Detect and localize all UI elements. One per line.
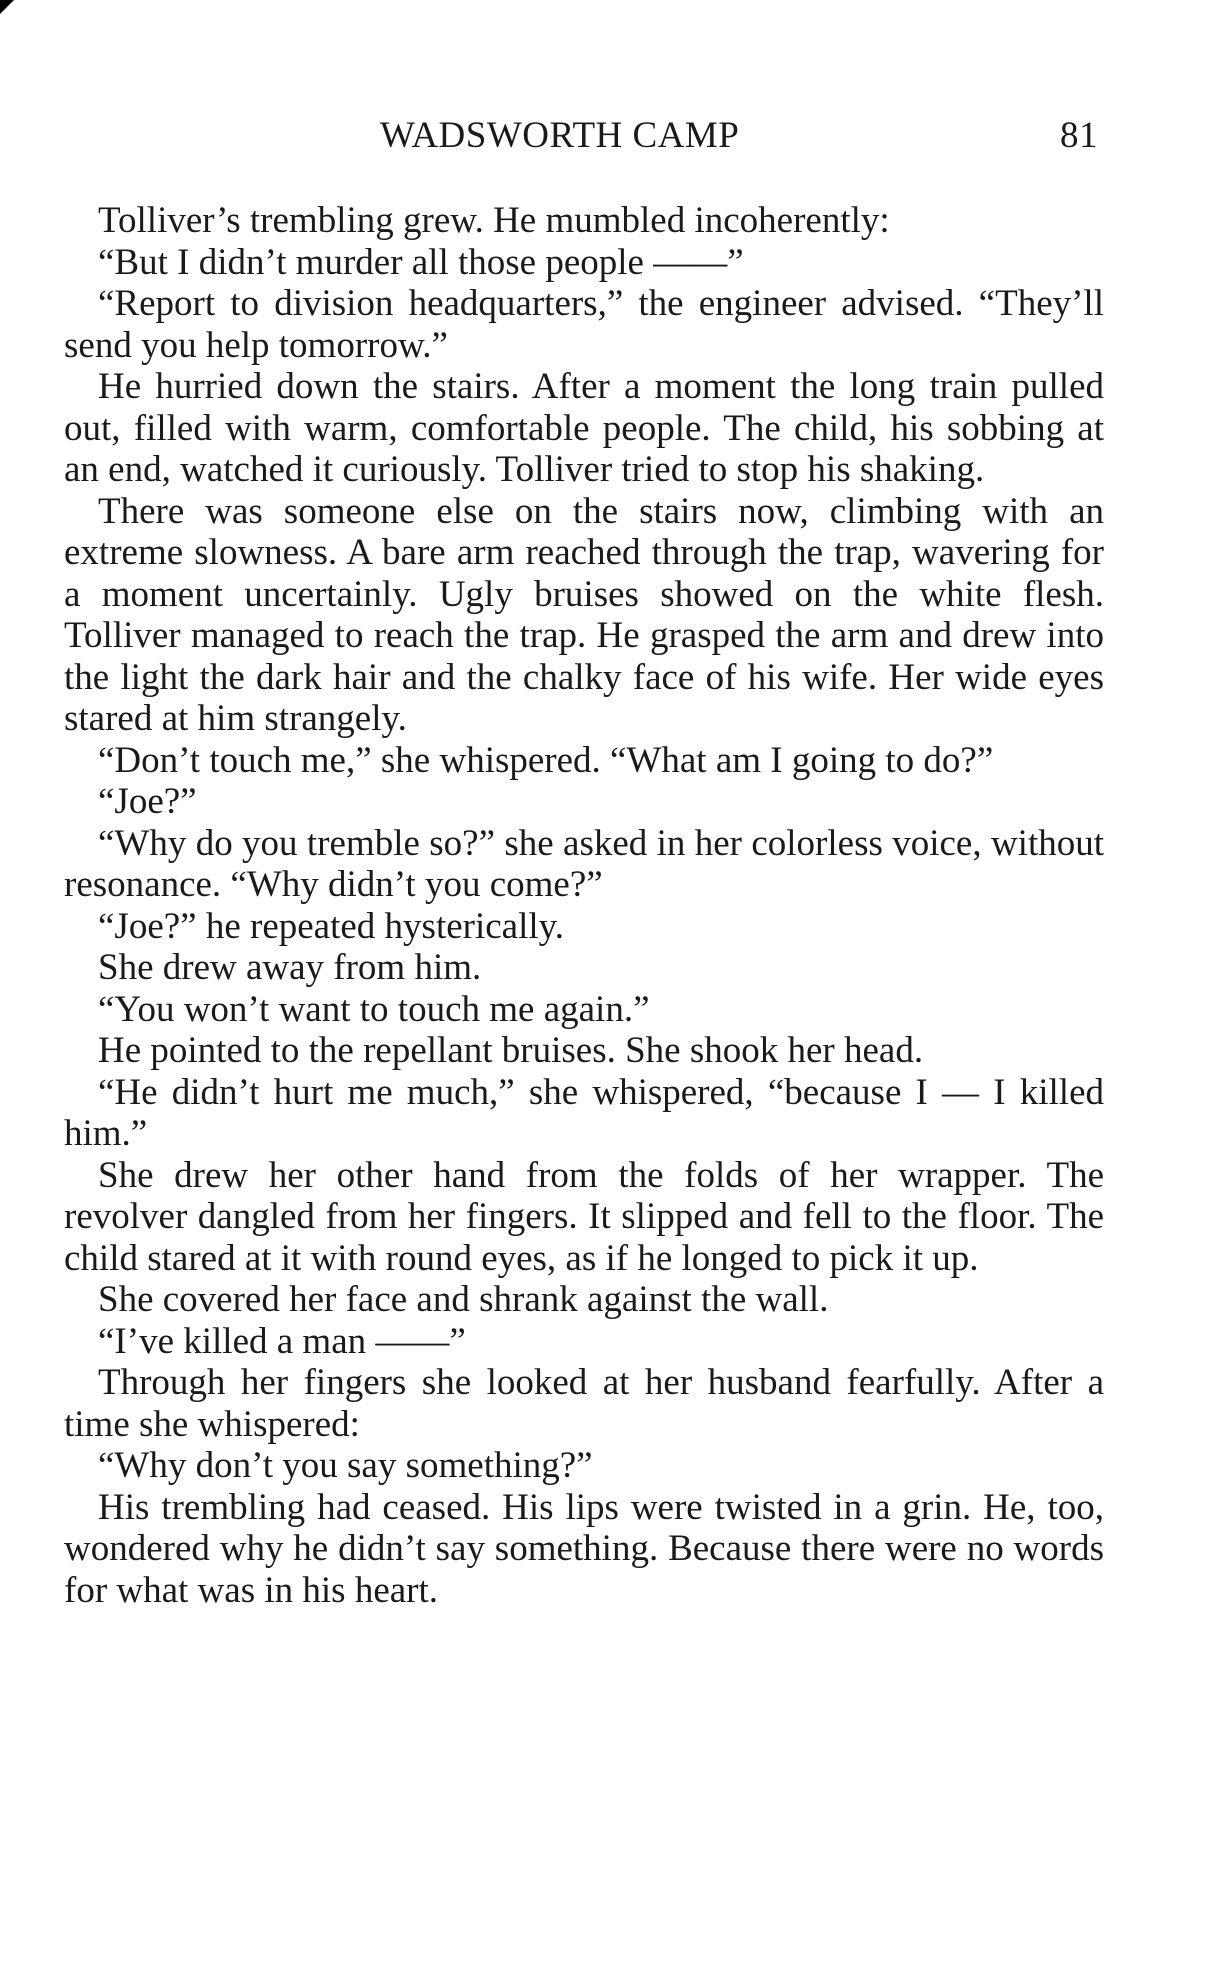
paragraph: “Why do you tremble so?” she asked in her colorless voice, without resonance. “Why didn’t you come?” bbox=[64, 822, 1104, 905]
paragraph: “You won’t want to touch me again.” bbox=[98, 988, 650, 1030]
paragraph: Through her fingers she looked at her husband fearfully. After a time she whispered: bbox=[64, 1362, 1104, 1445]
paragraph: “Joe?” bbox=[98, 781, 197, 822]
book-page bbox=[64, 110, 1104, 1611]
paragraph: She drew away from him. bbox=[98, 947, 482, 988]
paragraph: His trembling had ceased. His lips were twisted in a grin. He, too, wondered why he didn’t say something. Because there were no words for what was in his heart. bbox=[64, 1486, 1104, 1611]
body-text bbox=[64, 200, 1104, 1611]
paragraph: “Why don’t you say something?” bbox=[98, 1445, 593, 1486]
paragraph: Tolliver’s trembling grew. He mumbled incoherently: bbox=[98, 200, 890, 241]
paragraph: He hurried down the stairs. After a moment the long train pulled out, filled with warm, comfortable people. The child, his sobbing at an end, watched it curiously. Tolliver tried to stop his shaking. bbox=[64, 366, 1104, 490]
paragraph: He pointed to the repellant bruises. She shook her head. bbox=[98, 1030, 924, 1071]
paragraph: “Don’t touch me,” she whispered. “What am I going to do?” bbox=[98, 739, 994, 781]
running-title: WADSWORTH CAMP bbox=[380, 115, 740, 156]
page-corner-mark bbox=[0, 0, 14, 14]
paragraph: She drew her other hand from the folds of her wrapper. The revolver dangled from her fingers. It slipped and fell to the floor. The child stared at it with round eyes, as if he longed to pick it up. bbox=[64, 1154, 1104, 1279]
paragraph: She covered her face and shrank against the wall. bbox=[98, 1279, 829, 1320]
paragraph: There was someone else on the stairs now, climbing with an extreme slowness. A bare arm reached through the trap, wavering for a moment uncertainly. Ugly bruises showed on the white flesh. Tolliver managed to reach the trap. He grasped the arm and drew into the light the dark hair and the chalky face of his wife. Her wide eyes stared at him strangely. bbox=[64, 490, 1104, 739]
running-head bbox=[64, 110, 1104, 170]
paragraph: “He didn’t hurt me much,” she whispered, “because I — I killed him.” bbox=[64, 1071, 1104, 1154]
paragraph: “I’ve killed a man ——” bbox=[98, 1320, 466, 1362]
page-number: 81 bbox=[1060, 115, 1098, 156]
paragraph: “Report to division headquarters,” the engineer advised. “They’ll send you help tomorrow.” bbox=[64, 283, 1104, 366]
paragraph: “Joe?” he repeated hysterically. bbox=[98, 905, 565, 947]
paragraph: “But I didn’t murder all those people ——” bbox=[98, 241, 744, 283]
